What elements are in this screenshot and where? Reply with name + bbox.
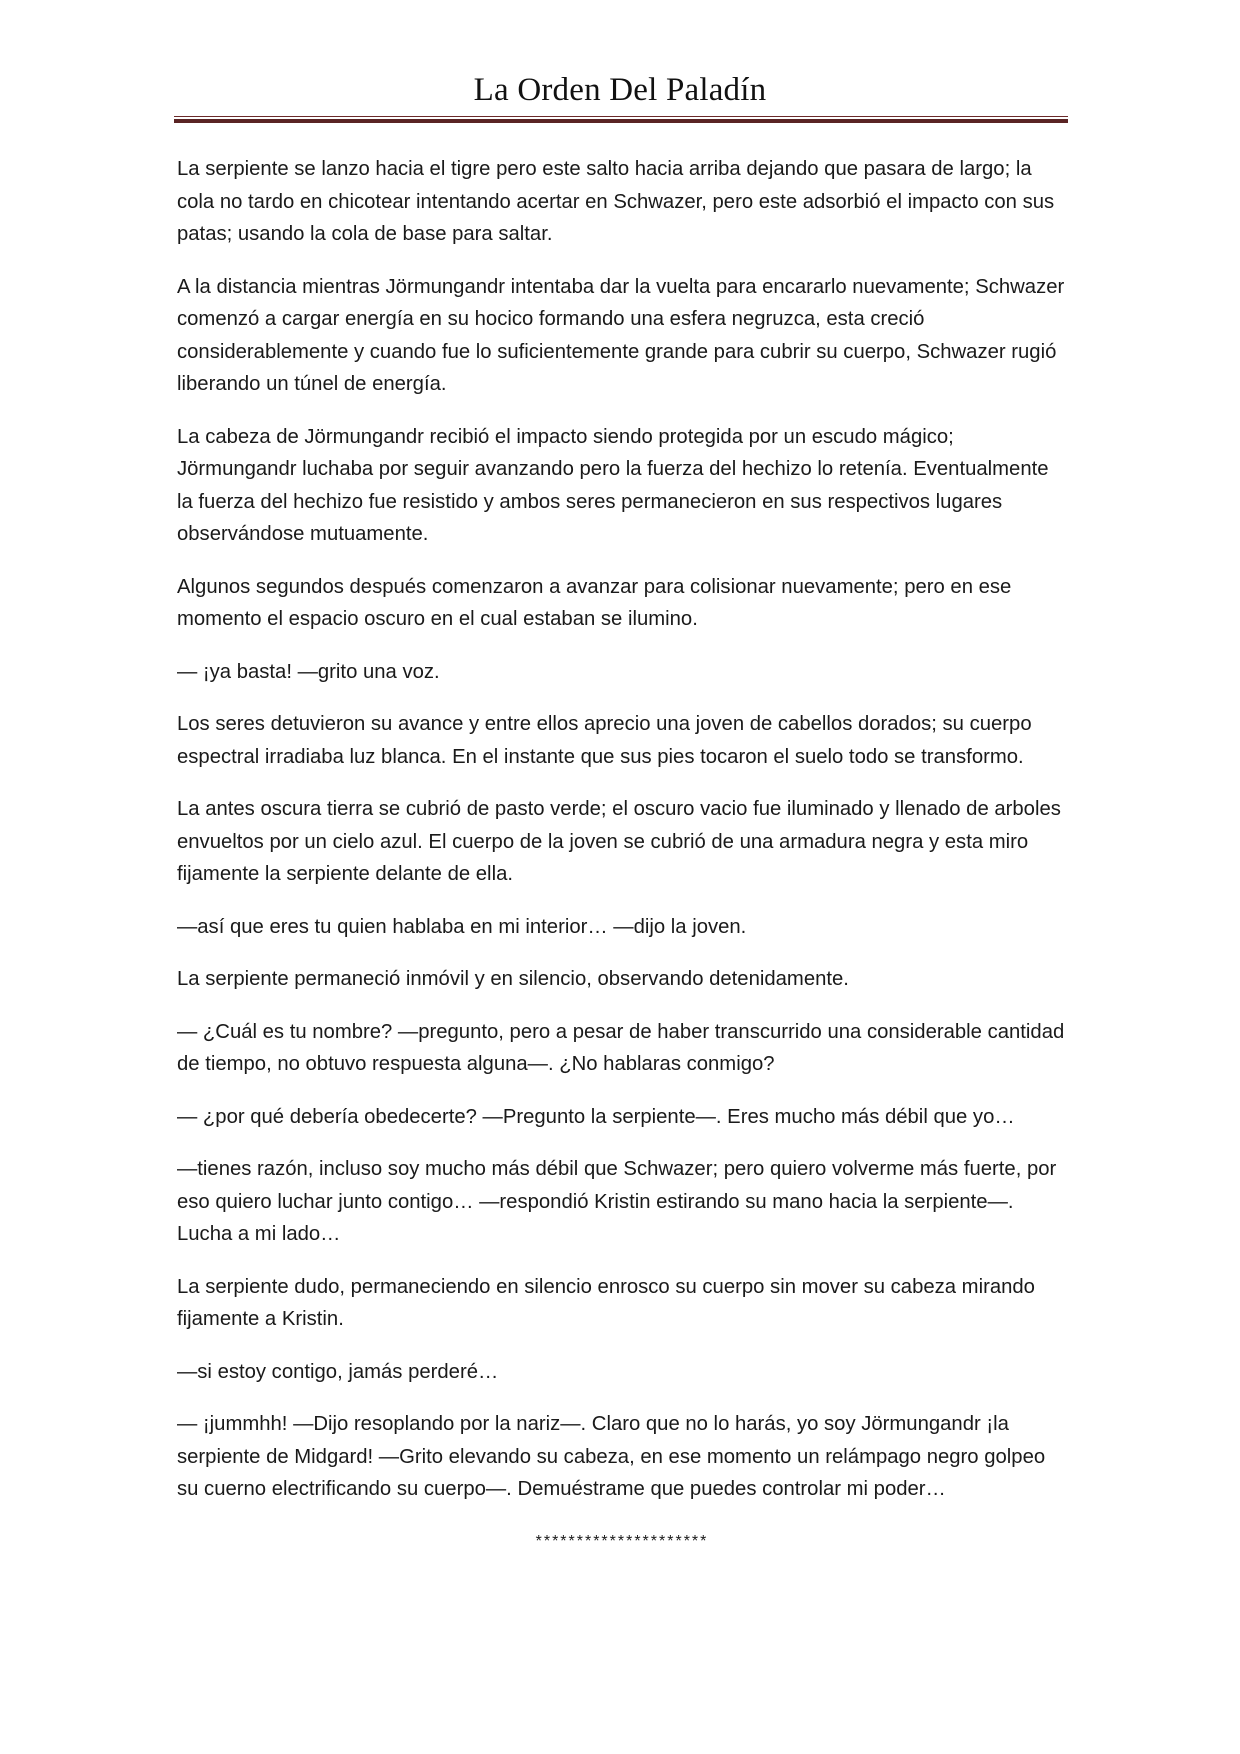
paragraph: — ¿por qué debería obedecerte? —Pregunto la serpiente—. Eres mucho más débil que yo… bbox=[177, 1105, 1015, 1128]
paragraph: La cabeza de Jörmungandr recibió el impacto siendo protegida por un escudo mágico; Jörmungandr luchaba por seguir avanzando pero la fuerza del hechizo lo retenía. Eventualmente la fuerza del hechizo fue resistido y ambos seres permanecieron en sus respectivos lugares observándose mutuamente. bbox=[177, 425, 1049, 545]
paragraph: Algunos segundos después comenzaron a avanzar para colisionar nuevamente; pero en ese momento el espacio oscuro en el cual estaban se ilumino. bbox=[177, 575, 1012, 630]
paragraph: Los seres detuvieron su avance y entre ellos aprecio una joven de cabellos dorados; su cuerpo espectral irradiaba luz blanca. En el instante que sus pies tocaron el suelo todo se transformo. bbox=[177, 713, 1032, 768]
paragraph: La antes oscura tierra se cubrió de pasto verde; el oscuro vacio fue iluminado y llenado de arboles envueltos por un cielo azul. El cuerpo de la joven se cubrió de una armadura negra y esta miro fijamente la serpiente delante de ella. bbox=[177, 798, 1061, 885]
section-separator: ********************* bbox=[535, 1532, 709, 1550]
header-divider-thick-line bbox=[174, 119, 1068, 123]
paragraph: —si estoy contigo, jamás perderé… bbox=[177, 1360, 499, 1383]
paragraph: —tienes razón, incluso soy mucho más débil que Schwazer; pero quiero volverme más fuerte, por eso quiero luchar junto contigo… —respondió Kristin estirando su mano hacia la serpiente—. Lucha a mi lado… bbox=[177, 1158, 1057, 1245]
body-text bbox=[177, 153, 1067, 1558]
paragraph: A la distancia mientras Jörmungandr intentaba dar la vuelta para encararlo nuevamente; Schwazer comenzó a cargar energía en su hocico formando una esfera negruzca, esta creció considerablemente y cuando fue lo suficientemente grande para cubrir su cuerpo, Schwazer rugió liberando un túnel de energía. bbox=[177, 275, 1065, 395]
paragraph: La serpiente permaneció inmóvil y en silencio, observando detenidamente. bbox=[177, 968, 849, 990]
page-title: La Orden Del Paladín bbox=[473, 72, 767, 108]
paragraph: —así que eres tu quien hablaba en mi interior… —dijo la joven. bbox=[177, 915, 747, 938]
paragraph: La serpiente se lanzo hacia el tigre pero este salto hacia arriba dejando que pasara de largo; la cola no tardo en chicotear intentando acertar en Schwazer, pero este adsorbió el impacto con sus patas; usando la cola de base para saltar. bbox=[177, 158, 1055, 245]
paragraph: — ¡ya basta! —grito una voz. bbox=[177, 660, 440, 683]
paragraph: — ¡jummhh! —Dijo resoplando por la nariz—. Claro que no lo harás, yo soy Jörmungandr ¡la serpiente de Midgard! —Grito elevando su cabeza, en ese momento un relámpago negro golpeo su cuerno electrificando su cuerpo—. Demuéstrame que puedes controlar mi poder… bbox=[177, 1413, 1046, 1500]
header-divider-thin-line bbox=[174, 116, 1068, 117]
paragraph: — ¿Cuál es tu nombre? —pregunto, pero a pesar de haber transcurrido una considerable cantidad de tiempo, no obtuvo respuesta alguna—. ¿No hablaras conmigo? bbox=[177, 1020, 1065, 1075]
header-divider bbox=[174, 116, 1068, 123]
paragraph: La serpiente dudo, permaneciendo en silencio enrosco su cuerpo sin mover su cabeza mirando fijamente a Kristin. bbox=[177, 1275, 1035, 1330]
